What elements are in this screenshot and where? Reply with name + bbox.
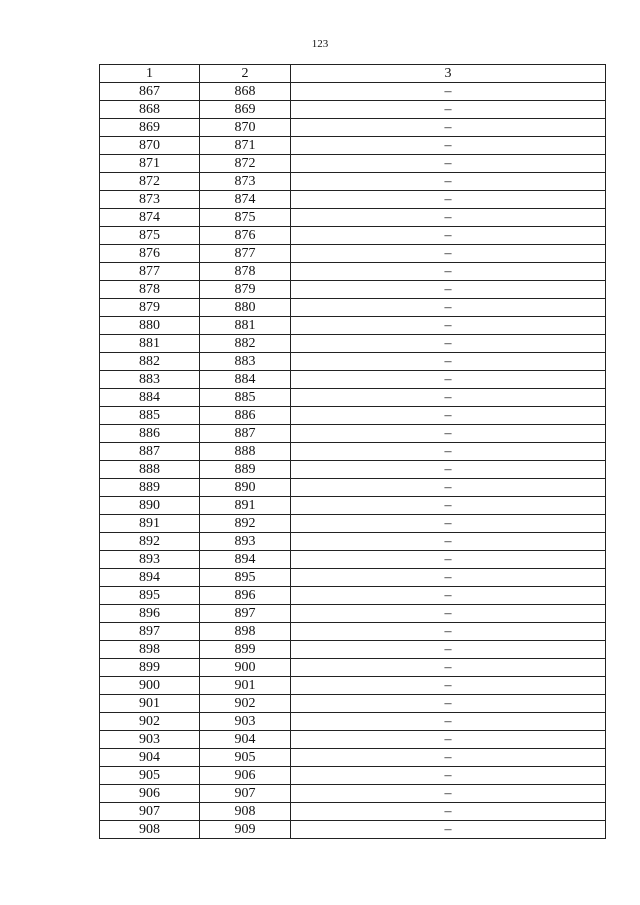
table-cell: –: [291, 317, 606, 335]
table-cell: 873: [200, 173, 291, 191]
table-cell: –: [291, 713, 606, 731]
table-cell: –: [291, 353, 606, 371]
table-cell: 897: [200, 605, 291, 623]
table-cell: –: [291, 767, 606, 785]
table-cell: 903: [100, 731, 200, 749]
table-cell: 886: [100, 425, 200, 443]
table-cell: 889: [100, 479, 200, 497]
table-cell: 887: [200, 425, 291, 443]
table-cell: 882: [200, 335, 291, 353]
table-cell: 906: [100, 785, 200, 803]
table-row: [100, 443, 606, 461]
table-cell: –: [291, 371, 606, 389]
table-cell: –: [291, 407, 606, 425]
table-cell: 881: [200, 317, 291, 335]
table-cell: 907: [100, 803, 200, 821]
table-cell: –: [291, 245, 606, 263]
table-cell: 899: [100, 659, 200, 677]
table-row: [100, 425, 606, 443]
table-row: [100, 335, 606, 353]
table-cell: –: [291, 821, 606, 839]
table-cell: 879: [200, 281, 291, 299]
table-cell: 908: [100, 821, 200, 839]
table-cell: 889: [200, 461, 291, 479]
table-cell: 897: [100, 623, 200, 641]
table-cell: 896: [200, 587, 291, 605]
table-cell: –: [291, 209, 606, 227]
table-cell: 892: [100, 533, 200, 551]
table-cell: 894: [200, 551, 291, 569]
table-cell: 907: [200, 785, 291, 803]
table-row: [100, 659, 606, 677]
table-row: [100, 767, 606, 785]
table-cell: –: [291, 803, 606, 821]
table-cell: 884: [200, 371, 291, 389]
table-cell: 870: [200, 119, 291, 137]
table-cell: 869: [100, 119, 200, 137]
table-cell: 883: [200, 353, 291, 371]
table-cell: 887: [100, 443, 200, 461]
table-row: [100, 803, 606, 821]
table-row: [100, 569, 606, 587]
table-row: [100, 461, 606, 479]
table-cell: 902: [100, 713, 200, 731]
table-cell: 875: [100, 227, 200, 245]
table-cell: –: [291, 497, 606, 515]
table-row: [100, 821, 606, 839]
table-cell: 909: [200, 821, 291, 839]
table-cell: 904: [200, 731, 291, 749]
table-row: [100, 695, 606, 713]
table-row: [100, 281, 606, 299]
table-row: [100, 623, 606, 641]
table-cell: 890: [100, 497, 200, 515]
column-header: 2: [200, 65, 291, 83]
table-cell: –: [291, 137, 606, 155]
table-cell: 894: [100, 569, 200, 587]
table-cell: –: [291, 533, 606, 551]
table-cell: 904: [100, 749, 200, 767]
table-row: [100, 785, 606, 803]
table-cell: 868: [200, 83, 291, 101]
table-cell: 876: [100, 245, 200, 263]
table-cell: –: [291, 335, 606, 353]
table-cell: 872: [200, 155, 291, 173]
table-cell: –: [291, 587, 606, 605]
table-cell: 871: [200, 137, 291, 155]
table-cell: –: [291, 461, 606, 479]
table-cell: 891: [100, 515, 200, 533]
table-cell: 873: [100, 191, 200, 209]
table-cell: –: [291, 605, 606, 623]
table-cell: 878: [200, 263, 291, 281]
table-row: [100, 83, 606, 101]
table-cell: 888: [100, 461, 200, 479]
table-cell: 892: [200, 515, 291, 533]
table-cell: –: [291, 641, 606, 659]
table-cell: 905: [200, 749, 291, 767]
table-cell: 902: [200, 695, 291, 713]
table-row: [100, 299, 606, 317]
table-cell: 875: [200, 209, 291, 227]
table-cell: 905: [100, 767, 200, 785]
table-row: [100, 137, 606, 155]
table-row: [100, 515, 606, 533]
table-cell: –: [291, 119, 606, 137]
table-cell: 883: [100, 371, 200, 389]
table-cell: 898: [100, 641, 200, 659]
table-cell: –: [291, 191, 606, 209]
column-header: 1: [100, 65, 200, 83]
table-cell: 884: [100, 389, 200, 407]
table-row: [100, 731, 606, 749]
table-cell: 885: [100, 407, 200, 425]
table-row: [100, 587, 606, 605]
table-cell: 879: [100, 299, 200, 317]
table-row: [100, 551, 606, 569]
table-cell: 867: [100, 83, 200, 101]
table-cell: 900: [100, 677, 200, 695]
table-cell: 891: [200, 497, 291, 515]
table-row: [100, 497, 606, 515]
table-cell: –: [291, 299, 606, 317]
table-cell: 881: [100, 335, 200, 353]
table-cell: 871: [100, 155, 200, 173]
table-row: [100, 191, 606, 209]
table-cell: –: [291, 263, 606, 281]
table-row: [100, 389, 606, 407]
table-cell: 870: [100, 137, 200, 155]
table-row: [100, 155, 606, 173]
table-cell: 890: [200, 479, 291, 497]
table-cell: 893: [200, 533, 291, 551]
table-row: [100, 101, 606, 119]
table-cell: 874: [100, 209, 200, 227]
table-cell: 895: [100, 587, 200, 605]
table-row: [100, 641, 606, 659]
table-cell: –: [291, 569, 606, 587]
table-cell: –: [291, 479, 606, 497]
table-row: [100, 479, 606, 497]
table-row: [100, 317, 606, 335]
table-cell: –: [291, 659, 606, 677]
table-row: [100, 677, 606, 695]
table-cell: –: [291, 749, 606, 767]
table-cell: 886: [200, 407, 291, 425]
table-cell: –: [291, 281, 606, 299]
table-row: [100, 209, 606, 227]
table-cell: –: [291, 731, 606, 749]
table-cell: –: [291, 173, 606, 191]
table-cell: 868: [100, 101, 200, 119]
table-cell: 877: [100, 263, 200, 281]
table-cell: 880: [200, 299, 291, 317]
table-cell: 888: [200, 443, 291, 461]
table-cell: –: [291, 101, 606, 119]
table-cell: –: [291, 551, 606, 569]
table-row: [100, 749, 606, 767]
table-cell: –: [291, 425, 606, 443]
table-cell: 877: [200, 245, 291, 263]
table-cell: 869: [200, 101, 291, 119]
table-cell: 903: [200, 713, 291, 731]
table-header-row: [100, 65, 606, 83]
table-cell: –: [291, 695, 606, 713]
table-cell: 908: [200, 803, 291, 821]
table-row: [100, 173, 606, 191]
table-cell: 874: [200, 191, 291, 209]
table-row: [100, 353, 606, 371]
table-cell: 906: [200, 767, 291, 785]
table-cell: –: [291, 389, 606, 407]
table-cell: –: [291, 515, 606, 533]
table-cell: –: [291, 623, 606, 641]
table-cell: –: [291, 785, 606, 803]
table-cell: 893: [100, 551, 200, 569]
column-header: 3: [291, 65, 606, 83]
table-cell: 896: [100, 605, 200, 623]
table-row: [100, 263, 606, 281]
data-table: [99, 64, 606, 839]
table-cell: 901: [100, 695, 200, 713]
table-cell: 895: [200, 569, 291, 587]
table-cell: 882: [100, 353, 200, 371]
table-cell: –: [291, 227, 606, 245]
table-cell: 898: [200, 623, 291, 641]
table-row: [100, 245, 606, 263]
table-body: [100, 83, 606, 839]
table-cell: 878: [100, 281, 200, 299]
table-row: [100, 605, 606, 623]
table-cell: 901: [200, 677, 291, 695]
table-cell: –: [291, 443, 606, 461]
table-cell: –: [291, 155, 606, 173]
table-row: [100, 371, 606, 389]
table-row: [100, 407, 606, 425]
table-row: [100, 227, 606, 245]
table-row: [100, 119, 606, 137]
table-cell: 900: [200, 659, 291, 677]
table-cell: 885: [200, 389, 291, 407]
table-cell: –: [291, 677, 606, 695]
table-row: [100, 713, 606, 731]
table-cell: 876: [200, 227, 291, 245]
table-cell: 872: [100, 173, 200, 191]
table-row: [100, 533, 606, 551]
page-number: 123: [311, 38, 329, 50]
table-cell: 899: [200, 641, 291, 659]
table-cell: 880: [100, 317, 200, 335]
table-cell: –: [291, 83, 606, 101]
